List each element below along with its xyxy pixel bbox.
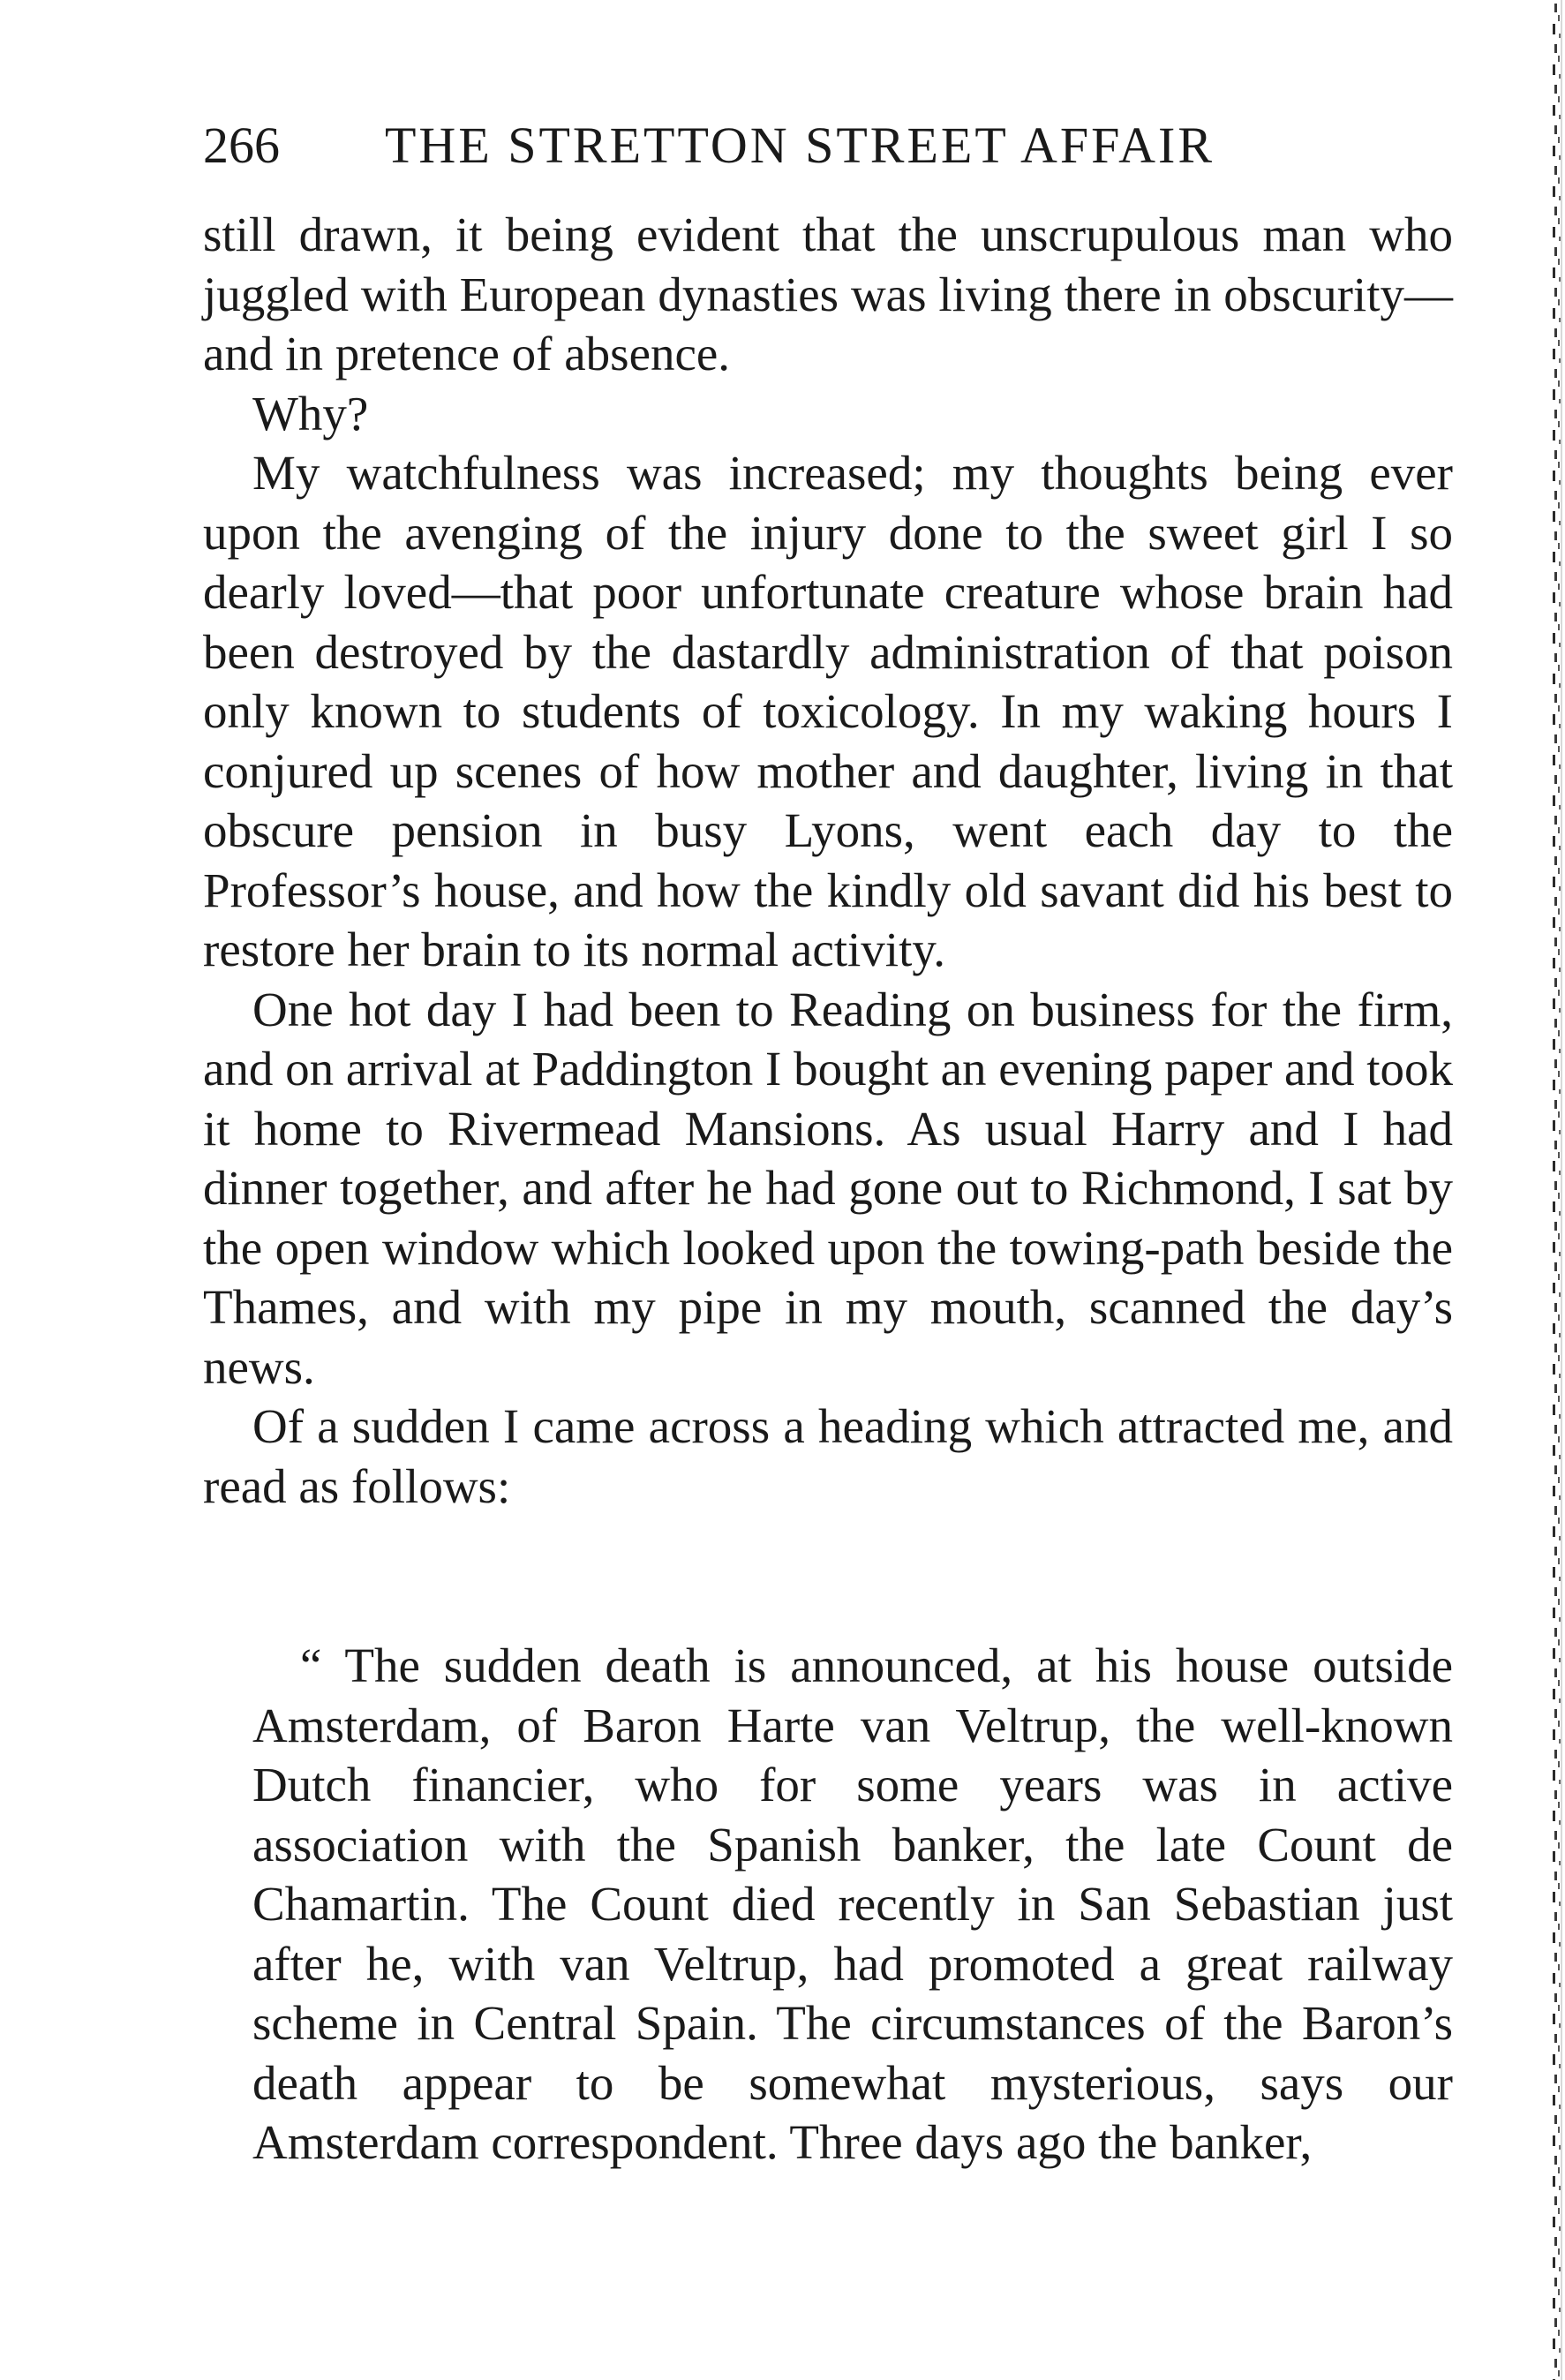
newspaper-quote: “ The sudden death is announced, at his house outside Amsterdam, of Baron Harte van Veltrup, the well-known Dutch financier, who for some years was in active association with the Spanish banker, the late Count de Chamartin. The Count died recently in San Sebastian just after he, with van Veltrup, had promoted a great railway scheme in Central Spain. The circumstances of the Baron’s death appear to be somewhat mysterious, says our Amsterdam correspondent. Three days ago the banker, [252, 1638, 1453, 2169]
paragraph-why: Why? [252, 386, 369, 441]
paragraph-reading-trip: One hot day I had been to Reading on business for the firm, and on arrival at Paddington I bought an evening paper and took it home to Rivermead Mansions. As usual Harry and I had dinner together, and after he had gone out to Richmond, I sat by the open window which looked upon the towing-path beside the Thames, and with my pipe in my mouth, scanned the day’s news. [203, 982, 1453, 1394]
page-number: 266 [203, 117, 280, 174]
paragraph-heading: Of a sudden I came across a heading which attracted me, and read as follows: [203, 1399, 1453, 1513]
paragraph-watchfulness: My watchfulness was increased; my thoughts being ever upon the avenging of the injury done to the sweet girl I so dearly loved—that poor unfortunate creature whose brain had been destroyed by the dastardly administration of that poison only known to students of toxicology. In my waking hours I conjured up scenes of how mother and daughter, living in that obscure pension in busy Lyons, went each day to the Professor’s house, and how the kindly old savant did his best to restore her brain to its normal activity. [203, 446, 1453, 976]
paragraph-continuation: still drawn, it being evident that the unscrupulous man who juggled with European dynasties was living there in obscurity—and in pretence of absence. [203, 207, 1453, 380]
body-text [203, 205, 1453, 2173]
running-title: THE STRETTON STREET AFFAIR [385, 117, 1215, 174]
page-header [203, 110, 1456, 181]
page-edge-shadow [1537, 0, 1565, 2380]
